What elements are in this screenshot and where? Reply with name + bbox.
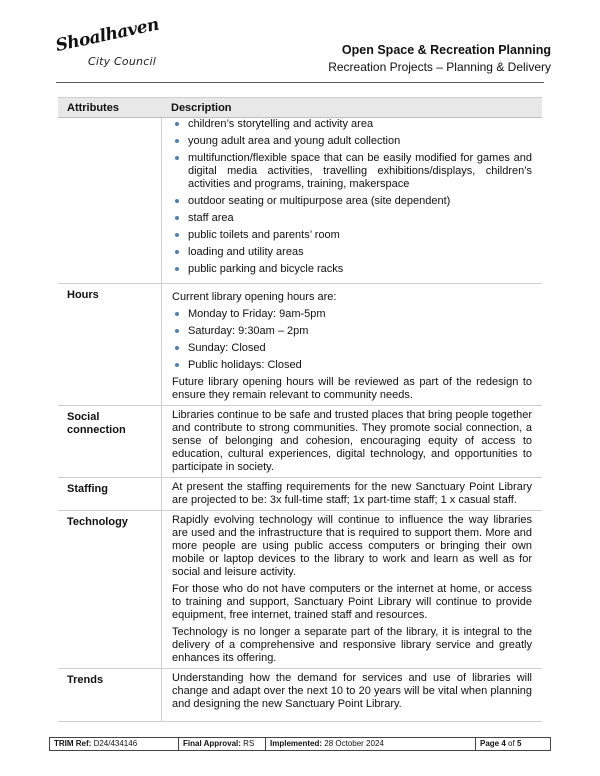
list-item: staff area xyxy=(172,212,532,225)
footer-label: Page xyxy=(480,739,500,748)
footer-label: Implemented: xyxy=(270,739,323,748)
footer-final-approval xyxy=(179,738,266,750)
attributes-table xyxy=(58,97,542,722)
list-item: loading and utility areas xyxy=(172,246,532,259)
description-cell xyxy=(161,669,542,721)
council-logo xyxy=(53,14,168,76)
list-item: Monday to Friday: 9am-5pm xyxy=(172,308,532,321)
list-item: multifunction/flexible space that can be easily modified for games and digital media activities, travelling exhibitions/displays, children’s activities and programs, training, makerspace xyxy=(172,152,532,191)
list-item: public parking and bicycle racks xyxy=(172,263,532,276)
list-item: outdoor seating or multipurpose area (site dependent) xyxy=(172,195,532,208)
description-cell xyxy=(161,511,542,668)
header-title: Open Space & Recreation Planning xyxy=(341,43,551,57)
header-subtitle: Recreation Projects – Planning & Delivery xyxy=(328,60,551,74)
technology-paragraph-3: Technology is no longer a separate part of the library, it is integral to the delivery of a comprehensive and responsive library service and greatly enhances its offering. xyxy=(172,626,532,664)
table-row-social-connection xyxy=(58,406,542,478)
attribute-cell xyxy=(58,118,161,283)
footer-value: D24/434146 xyxy=(93,739,138,748)
description-cell xyxy=(161,478,542,510)
column-header-description: Description xyxy=(171,102,232,114)
technology-paragraph-2: For those who do not have computers or the internet at home, or access to training and support, Sanctuary Point Library will continue to provide equipment, free internet, trained staff and resources. xyxy=(172,583,532,621)
description-cell xyxy=(161,406,542,477)
table-row-facilities xyxy=(58,118,542,284)
social-text: Libraries continue to be safe and trusted places that bring people together and contribute to strong communities. They promote social connection, a sense of belonging and cohesion, encouraging equity of access to education, cultural experiences, digital technology, and opportunities to participate in society. xyxy=(172,409,532,473)
column-header-attributes: Attributes xyxy=(67,102,119,114)
table-row-hours xyxy=(58,284,542,406)
footer-label: Final Approval: xyxy=(183,739,241,748)
attribute-social-connection xyxy=(58,406,161,477)
footer-trim-ref xyxy=(50,738,179,750)
table-row-staffing xyxy=(58,478,542,511)
attribute-label-line: Social xyxy=(67,411,100,423)
hours-list xyxy=(172,308,532,372)
description-cell xyxy=(161,284,542,405)
attribute-label-line: connection xyxy=(67,424,126,436)
footer-value: 28 October 2024 xyxy=(324,739,384,748)
page-current: 4 xyxy=(501,739,506,748)
page-total: 5 xyxy=(516,739,522,748)
document-footer xyxy=(49,737,551,751)
logo-subtitle: City Council xyxy=(88,55,156,68)
list-item: public toilets and parents’ room xyxy=(172,229,532,242)
logo-wordmark: Shoalhaven xyxy=(53,14,161,57)
attribute-staffing: Staffing xyxy=(67,483,108,495)
table-row-technology xyxy=(58,511,542,669)
attribute-hours: Hours xyxy=(67,289,99,301)
table-header-row xyxy=(58,97,542,118)
description-cell xyxy=(161,118,542,283)
list-item: children’s storytelling and activity area xyxy=(172,118,532,131)
footer-page-number xyxy=(476,738,550,750)
list-item: Sunday: Closed xyxy=(172,342,532,355)
list-item: Saturday: 9:30am – 2pm xyxy=(172,325,532,338)
page-of: of xyxy=(508,739,515,748)
hours-outro: Future library opening hours will be reviewed as part of the redesign to ensure they remain relevant to community needs. xyxy=(172,376,532,401)
attribute-technology: Technology xyxy=(67,516,128,528)
table-row-trends xyxy=(58,669,542,722)
staffing-text: At present the staffing requirements for the new Sanctuary Point Library are projected to be: 3x full-time staff; 1x part-time staff; 1 x casual staff. xyxy=(172,481,532,506)
attribute-trends: Trends xyxy=(67,674,104,686)
page-header xyxy=(0,0,600,90)
technology-paragraph-1: Rapidly evolving technology will continue to influence the way libraries are used and the infrastructure that is required to support them. More and more people are using public access computers or bringing their own mobile or laptop devices to the library to work and learn as well as for social and leisure activity. xyxy=(172,514,532,578)
header-divider xyxy=(56,82,544,83)
footer-label: TRIM Ref: xyxy=(54,739,92,748)
footer-value: RS xyxy=(243,739,255,748)
list-item: young adult area and young adult collection xyxy=(172,135,532,148)
trends-text: Understanding how the demand for services and use of libraries will change and adapt over the next 10 to 20 years will be vital when planning and designing the new Sanctuary Point Library. xyxy=(172,672,532,710)
hours-intro: Current library opening hours are: xyxy=(172,291,337,303)
footer-implemented xyxy=(266,738,476,750)
list-item: Public holidays: Closed xyxy=(172,359,532,372)
facilities-list xyxy=(172,118,532,276)
